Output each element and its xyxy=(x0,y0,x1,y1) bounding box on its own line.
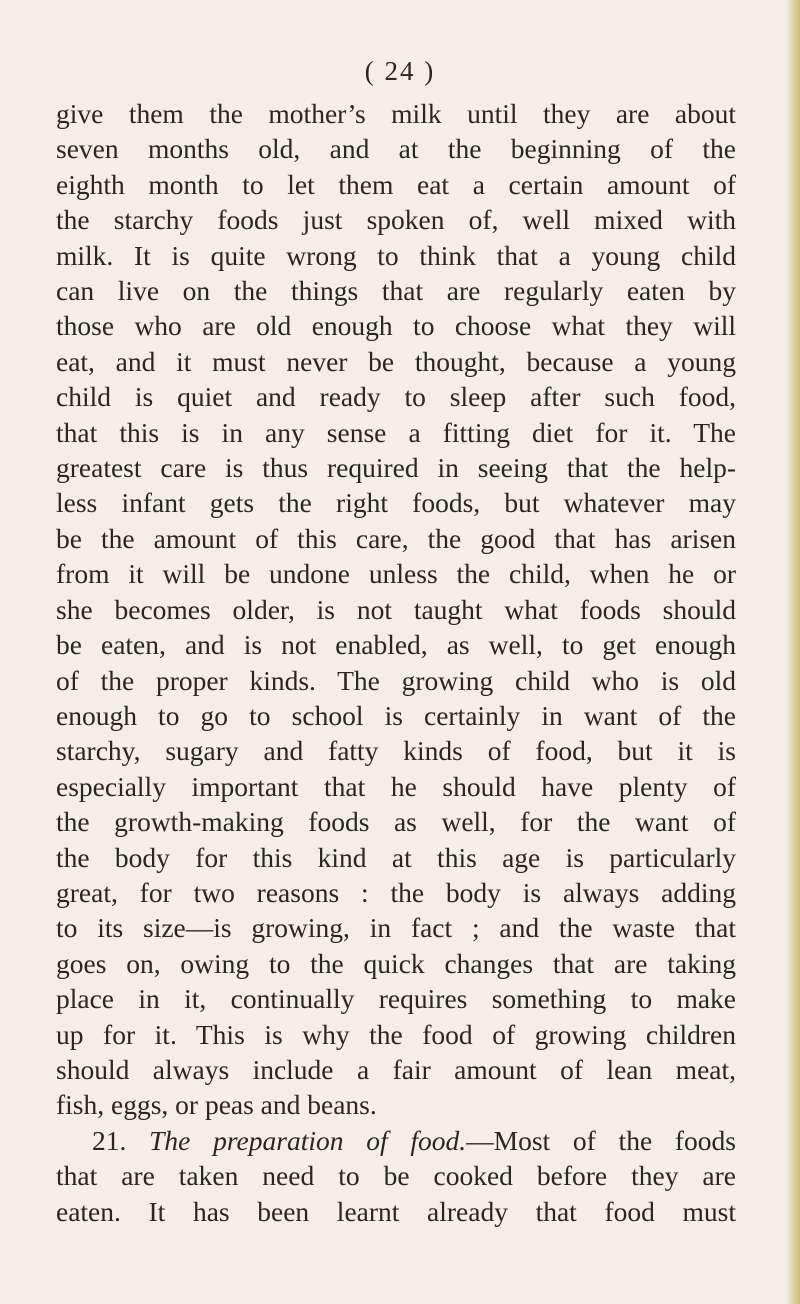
text-line: the body for this kind at this age is particularly xyxy=(56,841,736,873)
text-line: up for it. This is why the food of growing children xyxy=(56,1018,736,1050)
text-line: that this is in any sense a fitting diet for it. The xyxy=(56,416,736,448)
text-line: child is quiet and ready to sleep after such food, xyxy=(56,381,736,413)
text-line: fish, eggs, or peas and beans. xyxy=(56,1089,377,1121)
page-number: ( 24 ) xyxy=(364,56,436,86)
section-21-first-line xyxy=(56,1123,736,1158)
text-line: those who are old enough to choose what they will xyxy=(56,310,736,342)
text-line: be eaten, and is not enabled, as well, to get enough xyxy=(56,629,736,661)
text-line: place in it, continually requires something to make xyxy=(56,983,736,1015)
page-edge xyxy=(786,0,800,1304)
text-line: starchy, sugary and fatty kinds of food, but it is xyxy=(56,735,736,767)
text-line: the starchy foods just spoken of, well mixed with xyxy=(56,204,736,236)
section-text: —Most of the foods xyxy=(466,1124,736,1156)
body-text xyxy=(56,96,736,1229)
text-line: that are taken need to be cooked before they are xyxy=(56,1160,736,1192)
text-line: give them the mother’s milk until they are about xyxy=(56,98,736,129)
text-line: she becomes older, is not taught what foods should xyxy=(56,593,736,625)
text-line: of the proper kinds. The growing child who is old xyxy=(56,664,736,696)
text-line: can live on the things that are regularly eaten by xyxy=(56,275,736,307)
text-line: from it will be undone unless the child, when he or xyxy=(56,558,736,590)
section-heading: The preparation of food. xyxy=(149,1124,467,1156)
text-line: seven months old, and at the beginning of the xyxy=(56,133,736,165)
text-line: eaten. It has been learnt already that food must xyxy=(56,1195,736,1227)
text-line: should always include a fair amount of lean meat, xyxy=(56,1053,736,1085)
text-line: great, for two reasons : the body is always adding xyxy=(56,876,736,908)
text-line: eat, and it must never be thought, because a young xyxy=(56,345,736,377)
text-line: enough to go to school is certainly in want of the xyxy=(56,699,736,731)
text-line: eighth month to let them eat a certain amount of xyxy=(56,168,736,200)
text-line: especially important that he should have plenty of xyxy=(56,770,736,802)
text-line: the growth-making foods as well, for the want of xyxy=(56,806,736,838)
text-line: greatest care is thus required in seeing that the help- xyxy=(56,452,736,484)
text-line: be the amount of this care, the good that has arisen xyxy=(56,522,736,554)
text-line: goes on, owing to the quick changes that are taking xyxy=(56,947,736,979)
paragraph-1 xyxy=(56,96,736,1123)
section-21 xyxy=(56,1123,736,1229)
text-line: milk. It is quite wrong to think that a young child xyxy=(56,239,736,271)
text-line: less infant gets the right foods, but whatever may xyxy=(56,487,736,519)
section-number: 21. xyxy=(92,1124,127,1156)
text-line: to its size—is growing, in fact ; and the waste that xyxy=(56,912,736,944)
